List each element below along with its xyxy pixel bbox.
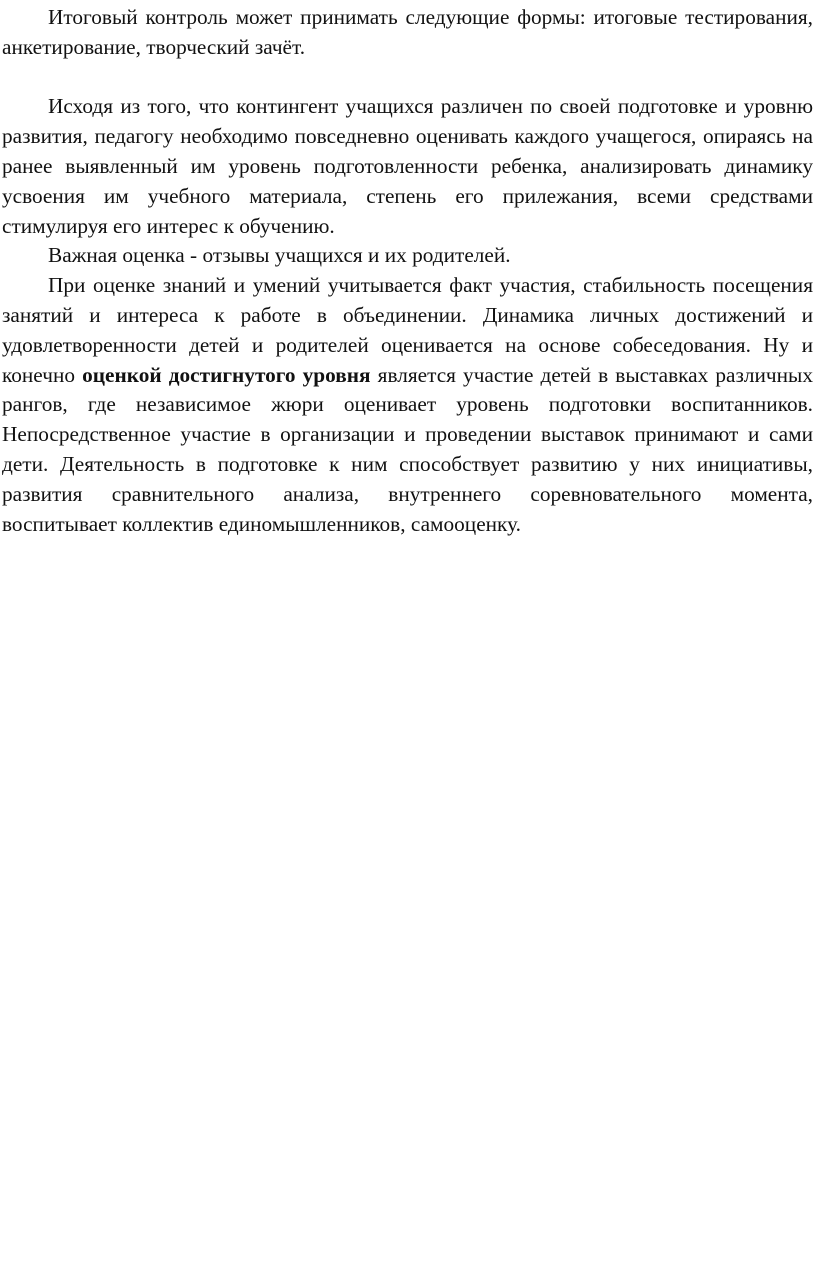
paragraph-feedback: Важная оценка - отзывы учащихся и их родителей. bbox=[48, 243, 511, 268]
paragraph-spacer bbox=[2, 63, 813, 93]
document-body bbox=[2, 3, 813, 539]
paragraph-exhibitions-tail: является участие детей в выставках различных рангов, где независимое жюри оценивает уровень подготовки воспитанников. Непосредственное участие в организации и проведении выставок принимают и сами дети. Деятельность в подготовке к ним способствует развитию у них инициативы, развития сравнительного анализа, внутреннего соревновательного момента, воспитывает коллектив единомышленников, самооценку. bbox=[2, 362, 813, 536]
paragraph-exhibitions-lead: При оценке знаний и умений учитывается факт участия, стабильность посещения занятий и интереса к работе в объединении. Динамика личных достижений и удовлетворенности детей и родителей оценивается на основе собеседования. Ну и конечно bbox=[2, 273, 813, 387]
paragraph-student-assessment: Исходя из того, что контингент учащихся различен по своей подготовке и уровню развития, педагогу необходимо повседневно оценивать каждого учащегося, опираясь на ранее выявленный им уровень подготовленности ребенка, анализировать динамику усвоения им учебного материала, степень его прилежания, всеми средствами стимулируя его интерес к обучению. bbox=[2, 94, 813, 238]
paragraph-exhibitions bbox=[2, 271, 813, 539]
paragraph-final-control: Итоговый контроль может принимать следующие формы: итоговые тестирования, анкетирование, творческий зачёт. bbox=[2, 5, 813, 59]
bold-phrase-achieved-level: оценкой достигнутого уровня bbox=[82, 362, 371, 387]
